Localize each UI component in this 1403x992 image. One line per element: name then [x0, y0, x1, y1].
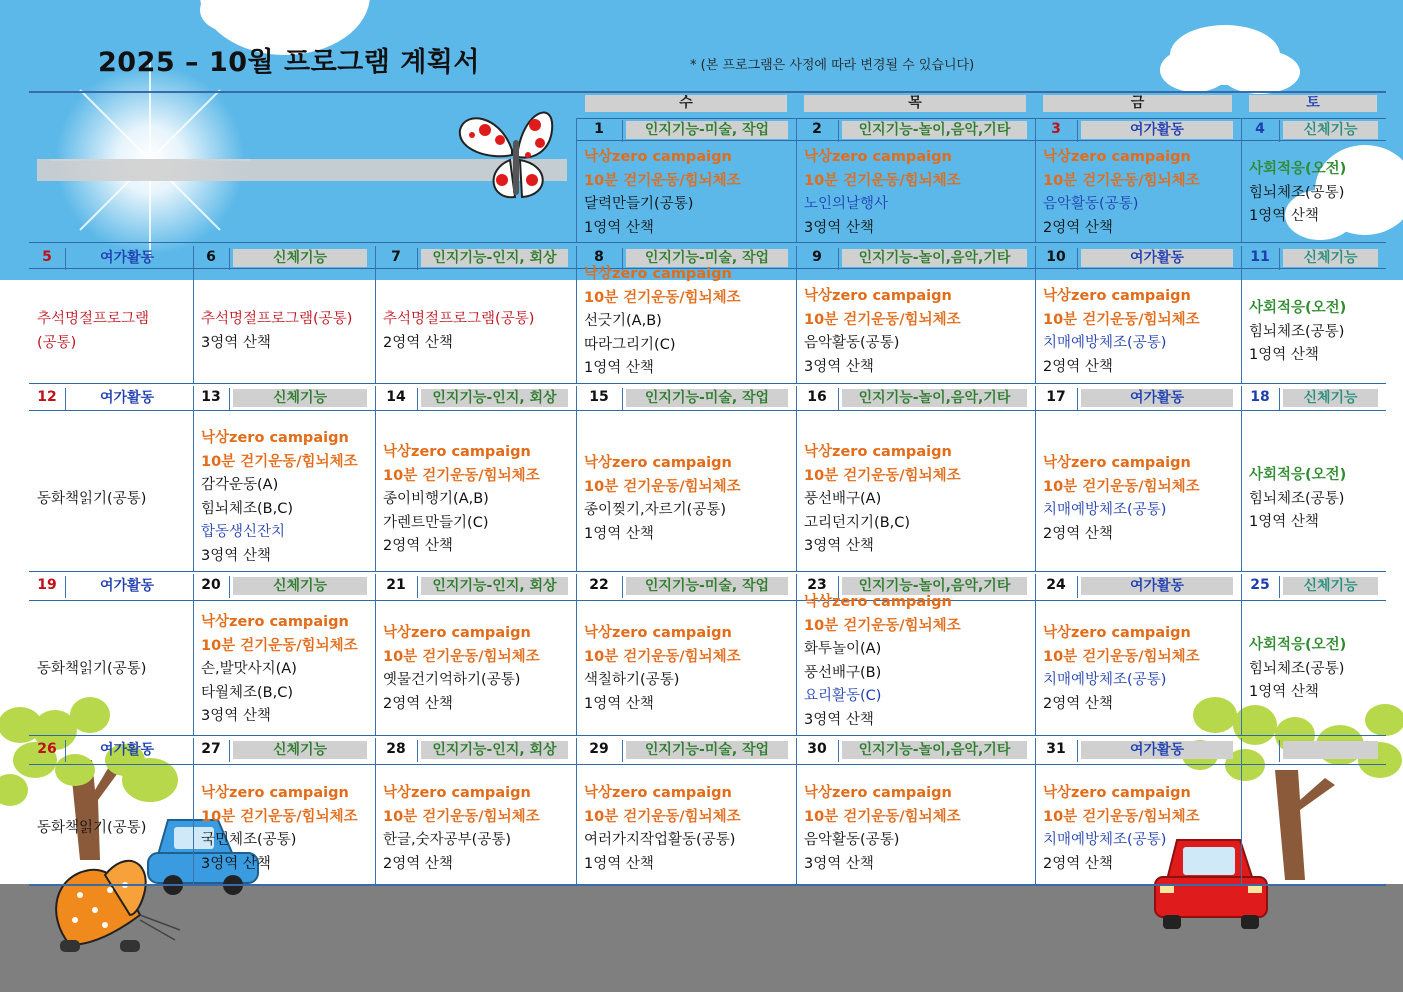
grid-line	[29, 764, 1386, 765]
grid-line	[229, 248, 230, 270]
activity-item: 힘뇌체조(공통)	[1249, 660, 1345, 677]
activity-item: 3영역 산책	[201, 334, 271, 351]
activity-item: 2영역 산책	[383, 855, 453, 872]
category-label: 신체기능	[1283, 389, 1378, 407]
grid-line	[1241, 738, 1242, 884]
activity-item: 낙상zero campaign	[1043, 149, 1191, 165]
grid-line	[1279, 740, 1280, 762]
activity-item: 3영역 산책	[804, 538, 874, 555]
activity-item: 사회적응(오전)	[1249, 637, 1347, 653]
grid-line	[29, 242, 1386, 243]
activity-item: 음악활동(공통)	[1043, 196, 1139, 213]
activity-item: 낙상zero campaign	[584, 785, 732, 801]
activity-item: 치매예방체조(공통)	[1043, 335, 1167, 352]
activity-item: 2영역 산책	[383, 695, 453, 712]
day-number: 13	[201, 389, 221, 405]
activity-item: 낙상zero campaign	[383, 444, 531, 460]
grid-line	[796, 386, 797, 571]
activity-item: 10분 걷기운동/힘뇌체조	[804, 172, 961, 189]
day-number: 11	[1250, 249, 1270, 265]
activity-item: 10분 걷기운동/힘뇌체조	[201, 637, 358, 654]
activity-item: 따라그리기(C)	[584, 336, 676, 353]
activity-item: 1영역 산책	[1249, 347, 1319, 364]
grid-line	[576, 386, 577, 571]
category-label: 인지기능-인지, 회상	[421, 389, 568, 407]
activity-item: 1영역 산책	[584, 855, 654, 872]
activity-item: 10분 걷기운동/힘뇌체조	[383, 467, 540, 484]
day-number: 20	[201, 577, 221, 593]
activity-list	[1043, 782, 1200, 876]
category-label: 인지기능-미술, 작업	[626, 121, 788, 139]
activity-item: 합동생신잔치	[201, 524, 286, 541]
activity-list	[383, 308, 534, 355]
activity-item: 10분 걷기운동/힘뇌체조	[201, 453, 358, 470]
grid-line	[622, 740, 623, 762]
grid-line	[375, 246, 376, 383]
activity-item: 달력만들기(공통)	[584, 196, 694, 213]
activity-item: 10분 걷기운동/힘뇌체조	[1043, 172, 1200, 189]
activity-item: 힘뇌체조(B,C)	[201, 500, 294, 517]
grid-line	[1077, 120, 1078, 142]
category-label: 인지기능-놀이,음악,기타	[842, 121, 1027, 139]
activity-item: 한글,숫자공부(공통)	[383, 832, 511, 849]
grid-line	[838, 120, 839, 142]
activity-list	[804, 591, 961, 733]
activity-item: 10분 걷기운동/힘뇌체조	[584, 808, 741, 825]
activity-item: 치매예방체조(공통)	[1043, 502, 1167, 519]
activity-item: 풍선배구(B)	[804, 664, 882, 681]
activity-item: 낙상zero campaign	[804, 594, 952, 610]
activity-item: 2영역 산책	[383, 334, 453, 351]
grid-line	[1077, 576, 1078, 598]
activity-item: 낙상zero campaign	[584, 149, 732, 165]
grid-line	[1279, 120, 1280, 142]
day-number: 7	[391, 249, 401, 265]
schedule-note: * (본 프로그램은 사정에 따라 변경될 수 있습니다)	[690, 58, 975, 73]
activity-list	[201, 427, 358, 569]
day-number: 10	[1046, 249, 1066, 265]
activity-item: 10분 걷기운동/힘뇌체조	[804, 617, 961, 634]
activity-list	[1249, 297, 1346, 368]
activity-item: 낙상zero campaign	[383, 625, 531, 641]
day-number: 5	[42, 249, 52, 265]
category-label: 신체기능	[1283, 249, 1378, 267]
grid-line	[838, 740, 839, 762]
activity-item: 낙상zero campaign	[804, 149, 952, 165]
grid-line	[1077, 248, 1078, 270]
day-number: 29	[589, 741, 609, 757]
activity-item: 10분 걷기운동/힘뇌체조	[804, 311, 961, 328]
day-number: 15	[589, 389, 609, 405]
activity-list	[37, 308, 149, 355]
activity-item: 음악활동(공통)	[804, 832, 900, 849]
activity-item: 3영역 산책	[201, 855, 271, 872]
activity-item: 선긋기(A,B)	[584, 313, 662, 330]
activity-item: 1영역 산책	[1249, 514, 1319, 531]
day-number: 12	[37, 389, 57, 405]
activity-list	[804, 441, 961, 559]
grid-line	[229, 576, 230, 598]
activity-item: 2영역 산책	[1043, 525, 1113, 542]
activity-item: 타월체조(B,C)	[201, 684, 294, 701]
day-number: 4	[1255, 121, 1265, 137]
activity-item: 낙상zero campaign	[1043, 455, 1191, 471]
activity-item: 낙상zero campaign	[804, 288, 952, 304]
category-label: 여가활동	[1081, 741, 1233, 759]
category-label: 인지기능-놀이,음악,기타	[842, 577, 1027, 595]
day-number: 28	[386, 741, 406, 757]
category-label: 신체기능	[233, 741, 367, 759]
activity-item: 10분 걷기운동/힘뇌체조	[1043, 311, 1200, 328]
category-label: 여가활동	[1081, 249, 1233, 267]
grid-line	[229, 388, 230, 410]
activity-item: 음악활동(공통)	[804, 335, 900, 352]
activity-item: 사회적응(오전)	[1249, 300, 1347, 316]
activity-item: 3영역 산책	[804, 219, 874, 236]
category-label: 인지기능-미술, 작업	[626, 249, 788, 267]
activity-item: (공통)	[37, 334, 77, 351]
grid-line	[576, 738, 577, 884]
grid-line	[375, 738, 376, 884]
grid-line	[622, 120, 623, 142]
activity-item: 동화책읽기(공통)	[37, 661, 147, 677]
grid-line	[29, 91, 1386, 93]
grid-line	[1077, 740, 1078, 762]
activity-item: 1영역 산책	[584, 219, 654, 236]
day-number: 21	[386, 577, 406, 593]
activity-item: 사회적응(오전)	[1249, 467, 1347, 483]
grid-line	[29, 410, 1386, 411]
activity-list	[804, 782, 961, 876]
activity-list	[201, 308, 352, 355]
grid-line	[1241, 246, 1242, 383]
activity-item: 10분 걷기운동/힘뇌체조	[584, 172, 741, 189]
activity-item: 3영역 산책	[804, 855, 874, 872]
activity-list	[1043, 622, 1200, 716]
category-label: 인지기능-미술, 작업	[626, 389, 788, 407]
activity-list	[1043, 146, 1200, 240]
grid-line	[622, 388, 623, 410]
grid-line	[193, 386, 194, 571]
activity-item: 가렌트만들기(C)	[383, 514, 489, 531]
category-label: 인지기능-놀이,음악,기타	[842, 389, 1027, 407]
activity-item: 고리던지기(B,C)	[804, 514, 911, 531]
activity-item: 감각운동(A)	[201, 477, 279, 494]
grid-line	[1241, 386, 1242, 571]
grid-line	[417, 576, 418, 598]
weekday-header: 수	[585, 95, 787, 112]
activity-item: 낙상zero campaign	[1043, 625, 1191, 641]
activity-item: 2영역 산책	[1043, 219, 1113, 236]
category-label: 신체기능	[233, 389, 367, 407]
activity-list	[804, 146, 961, 240]
grid-line	[1035, 386, 1036, 571]
page-title: 2025 – 10월 프로그램 계획서	[98, 47, 480, 78]
activity-item: 종이찢기,자르기(공통)	[584, 502, 726, 519]
activity-item: 3영역 산책	[804, 358, 874, 375]
activity-item: 10분 걷기운동/힘뇌체조	[804, 808, 961, 825]
activity-item: 치매예방체조(공통)	[1043, 832, 1167, 849]
activity-item: 3영역 산책	[804, 711, 874, 728]
day-number: 2	[812, 121, 822, 137]
grid-line	[796, 738, 797, 884]
activity-item: 낙상zero campaign	[804, 785, 952, 801]
activity-item: 1영역 산책	[1249, 684, 1319, 701]
activity-item: 추석명절프로그램(공통)	[383, 311, 535, 327]
grid-line	[375, 574, 376, 735]
activity-item: 낙상zero campaign	[383, 785, 531, 801]
grid-line	[65, 388, 66, 410]
activity-item: 2영역 산책	[383, 538, 453, 555]
activity-list	[37, 658, 146, 682]
day-number: 19	[37, 577, 57, 593]
activity-item: 낙상zero campaign	[1043, 785, 1191, 801]
activity-item: 10분 걷기운동/힘뇌체조	[584, 648, 741, 665]
activity-list	[584, 622, 741, 716]
day-number: 9	[812, 249, 822, 265]
activity-item: 치매예방체조(공통)	[1043, 672, 1167, 689]
activity-item: 3영역 산책	[201, 547, 271, 564]
grid-line	[576, 140, 1386, 141]
activity-item: 힘뇌체조(공통)	[1249, 184, 1345, 201]
activity-item: 2영역 산책	[1043, 695, 1113, 712]
activity-item: 10분 걷기운동/힘뇌체조	[383, 808, 540, 825]
category-label: 여가활동	[99, 250, 155, 266]
activity-item: 노인의날행사	[804, 196, 889, 213]
activity-item: 낙상zero campaign	[584, 455, 732, 471]
activity-item: 10분 걷기운동/힘뇌체조	[201, 808, 358, 825]
activity-item: 낙상zero campaign	[201, 785, 349, 801]
activity-item: 10분 걷기운동/힘뇌체조	[1043, 648, 1200, 665]
grid-line	[417, 248, 418, 270]
activity-list	[1249, 634, 1346, 705]
grid-line	[796, 574, 797, 735]
activity-item: 2영역 산책	[1043, 855, 1113, 872]
activity-list	[584, 782, 741, 876]
activity-item: 1영역 산책	[1249, 208, 1319, 225]
grid-line	[1077, 388, 1078, 410]
weekday-header: 목	[804, 95, 1026, 112]
day-number: 16	[807, 389, 827, 405]
day-number: 31	[1046, 741, 1066, 757]
grid-line	[193, 738, 194, 884]
category-label: 여가활동	[1081, 121, 1233, 139]
grid-line	[796, 246, 797, 383]
activity-list	[584, 146, 741, 240]
category-label: 인지기능-인지, 회상	[421, 249, 568, 267]
grid-line	[622, 576, 623, 598]
grid-line	[1279, 248, 1280, 270]
grid-line	[193, 574, 194, 735]
day-number: 14	[386, 389, 406, 405]
activity-list	[584, 452, 741, 546]
day-number: 25	[1250, 577, 1270, 593]
day-number: 23	[807, 577, 827, 593]
grid-line	[65, 248, 66, 270]
category-label: 인지기능-인지, 회상	[421, 577, 568, 595]
category-label: 여가활동	[99, 742, 155, 758]
activity-item: 낙상zero campaign	[1043, 288, 1191, 304]
activity-list	[201, 611, 358, 729]
activity-item: 동화책읽기(공통)	[37, 491, 147, 507]
activity-item: 힘뇌체조(공통)	[1249, 490, 1345, 507]
grid-line	[1035, 574, 1036, 735]
day-number: 1	[594, 121, 604, 137]
grid-line	[193, 246, 194, 383]
activity-item: 10분 걷기운동/힘뇌체조	[584, 478, 741, 495]
day-number: 18	[1250, 389, 1270, 405]
day-number: 24	[1046, 577, 1066, 593]
grid-line	[29, 600, 1386, 601]
activity-item: 낙상zero campaign	[201, 430, 349, 446]
activity-item: 화투놀이(A)	[804, 641, 882, 658]
day-number: 3	[1051, 121, 1061, 137]
activity-item: 2영역 산책	[1043, 358, 1113, 375]
activity-list	[383, 622, 540, 716]
category-label: 신체기능	[1283, 121, 1378, 139]
category-label: 여가활동	[99, 578, 155, 594]
activity-item: 3영역 산책	[201, 708, 271, 725]
activity-item: 1영역 산책	[584, 525, 654, 542]
activity-item: 10분 걷기운동/힘뇌체조	[584, 289, 741, 306]
activity-item: 추석명절프로그램	[37, 311, 150, 327]
grid-line	[417, 740, 418, 762]
day-number: 8	[594, 249, 604, 265]
activity-item: 사회적응(오전)	[1249, 161, 1347, 177]
category-label: 인지기능-인지, 회상	[421, 741, 568, 759]
activity-list	[584, 263, 741, 381]
grid-line	[576, 246, 577, 383]
activity-item: 10분 걷기운동/힘뇌체조	[383, 648, 540, 665]
category-label: 신체기능	[1283, 577, 1378, 595]
category-label: 인지기능-미술, 작업	[626, 741, 788, 759]
activity-list	[37, 817, 146, 841]
grid-line	[229, 740, 230, 762]
activity-item: 동화책읽기(공통)	[37, 820, 147, 836]
grid-line	[1279, 388, 1280, 410]
grid-line	[1035, 246, 1036, 383]
activity-item: 낙상zero campaign	[584, 625, 732, 641]
activity-item: 색칠하기(공통)	[584, 672, 680, 689]
grid-line	[29, 383, 1386, 384]
activity-item: 낙상zero campaign	[804, 444, 952, 460]
activity-item: 추석명절프로그램(공통)	[201, 311, 353, 327]
grid-line	[576, 118, 1386, 119]
activity-list	[1249, 158, 1346, 229]
grid-line	[1279, 576, 1280, 598]
category-label: 여가활동	[1081, 577, 1233, 595]
grid-line	[417, 388, 418, 410]
category-label	[1283, 741, 1378, 759]
weekday-header: 토	[1249, 95, 1377, 112]
activity-item: 10분 걷기운동/힘뇌체조	[1043, 478, 1200, 495]
activity-list	[1249, 464, 1346, 535]
activity-list	[383, 441, 540, 559]
weekday-header: 금	[1043, 95, 1232, 112]
day-number: 27	[201, 741, 221, 757]
grid-line	[1035, 738, 1036, 884]
activity-list	[201, 782, 358, 876]
grid-line	[29, 884, 1386, 886]
grid-line	[375, 386, 376, 571]
activity-item: 요리활동(C)	[804, 688, 882, 705]
category-label: 신체기능	[233, 577, 367, 595]
activity-list	[383, 782, 540, 876]
activity-item: 10분 걷기운동/힘뇌체조	[804, 467, 961, 484]
activity-item: 10분 걷기운동/힘뇌체조	[1043, 808, 1200, 825]
activity-item: 낙상zero campaign	[201, 614, 349, 630]
category-label: 여가활동	[99, 390, 155, 406]
category-label: 인지기능-놀이,음악,기타	[842, 741, 1027, 759]
grid-line	[65, 740, 66, 762]
grid-line	[576, 574, 577, 735]
day-number: 17	[1046, 389, 1066, 405]
activity-item: 낙상zero campaign	[584, 266, 732, 282]
day-number: 26	[37, 741, 57, 757]
activity-item: 여러가지작업활동(공통)	[584, 832, 736, 849]
grid-line	[838, 388, 839, 410]
activity-item: 힘뇌체조(공통)	[1249, 323, 1345, 340]
grid-line	[29, 735, 1386, 736]
category-label: 여가활동	[1081, 389, 1233, 407]
activity-item: 1영역 산책	[584, 695, 654, 712]
activity-item: 국민체조(공통)	[201, 832, 297, 849]
category-label: 인지기능-놀이,음악,기타	[842, 249, 1027, 267]
activity-item: 손,발맛사지(A)	[201, 661, 297, 678]
day-number: 22	[589, 577, 609, 593]
activity-list	[804, 285, 961, 379]
category-label: 신체기능	[233, 249, 367, 267]
grid-line	[1241, 574, 1242, 735]
day-number: 30	[807, 741, 827, 757]
day-number: 6	[206, 249, 216, 265]
grid-line	[838, 248, 839, 270]
grid-line	[65, 576, 66, 598]
grid-line	[29, 571, 1386, 572]
activity-item: 1영역 산책	[584, 360, 654, 377]
activity-item: 풍선배구(A)	[804, 491, 882, 508]
activity-list	[37, 488, 146, 512]
category-label: 인지기능-미술, 작업	[626, 577, 788, 595]
activity-list	[1043, 285, 1200, 379]
activity-item: 옛물건기억하기(공통)	[383, 672, 521, 689]
activity-item: 종이비행기(A,B)	[383, 491, 489, 508]
activity-list	[1043, 452, 1200, 546]
